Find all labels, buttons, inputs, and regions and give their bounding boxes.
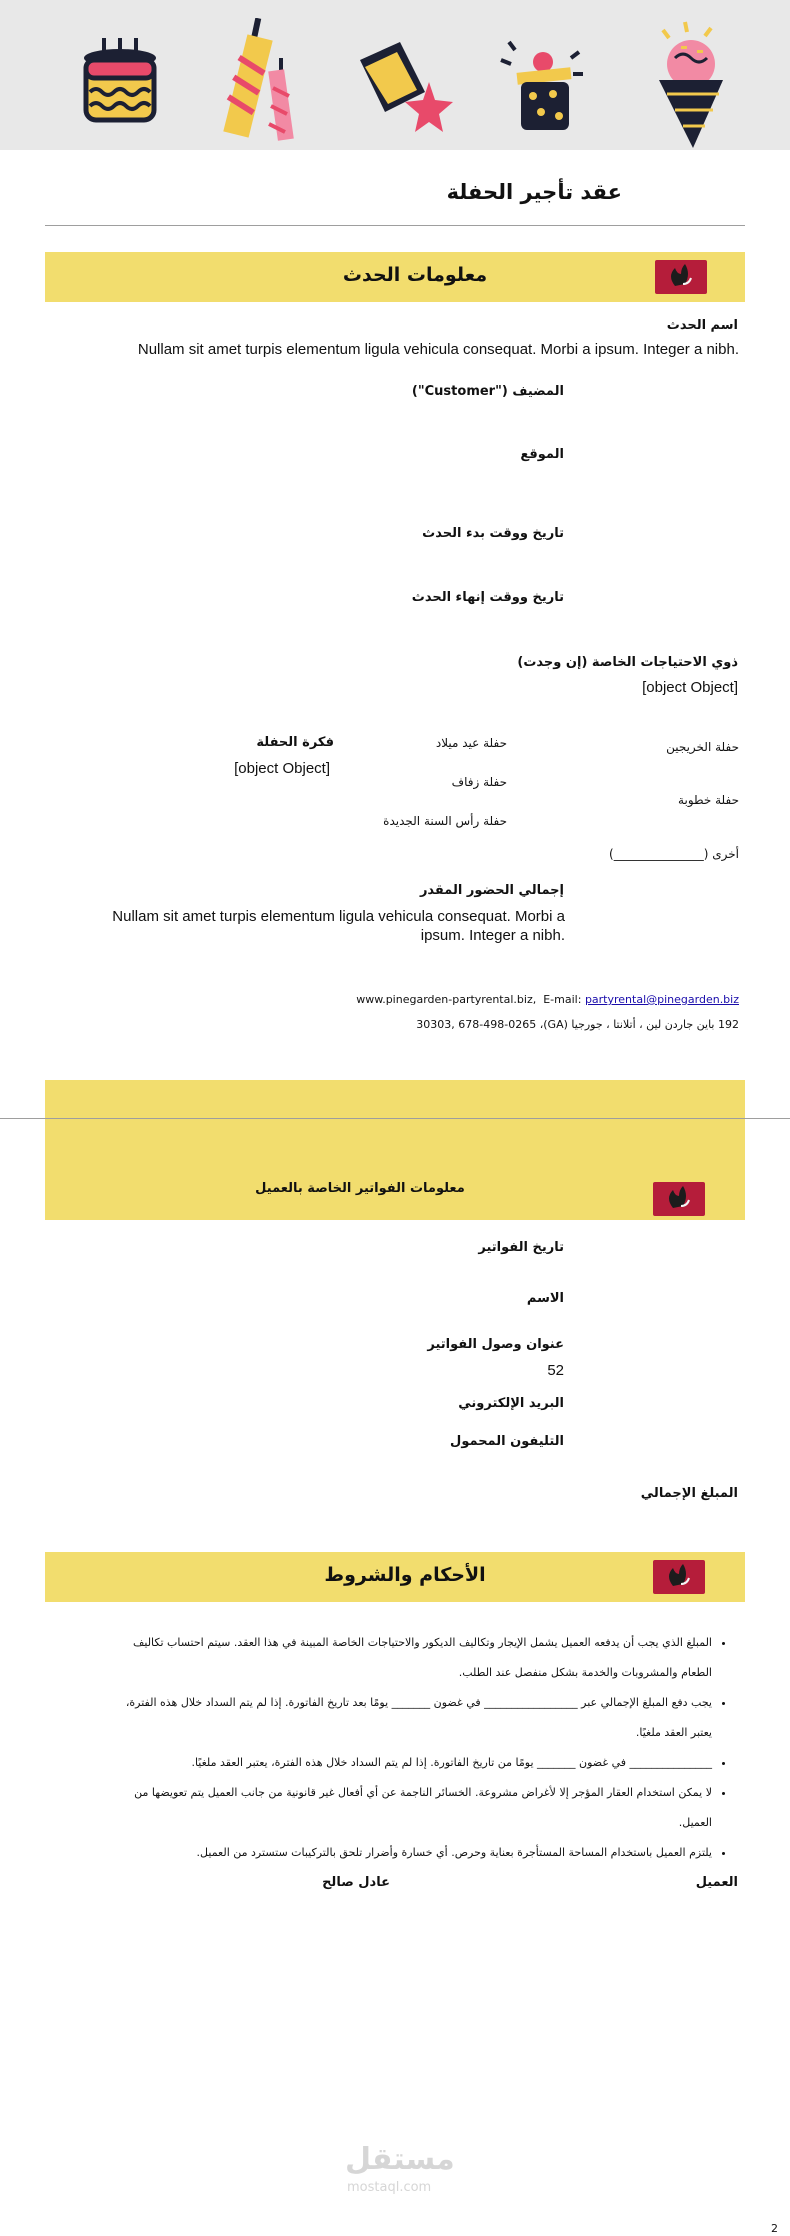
- attendance-label: إجمالي الحضور المقدر: [419, 883, 564, 898]
- billing-phone-label: التليفون المحمول: [450, 1434, 564, 1449]
- party-idea-label: فكرة الحفلة: [256, 735, 334, 750]
- event-name-value: Nullam sit amet turpis elementum ligula vehicula consequat. Morbi a ipsum. Integer a nibh.: [137, 341, 739, 358]
- candles-icon: [215, 18, 305, 143]
- gift-box-icon: [495, 30, 590, 135]
- attendance-value: Nullam sit amet turpis elementum ligula vehicula consequat. Morbi a ipsum. Integer a nibh.: [112, 908, 565, 944]
- ice-cream-cone-icon: [645, 20, 735, 150]
- party-horn-icon: [355, 42, 455, 132]
- flame-logo-icon: [653, 1560, 705, 1594]
- option-graduation: حفلة الخريجين: [666, 740, 739, 754]
- page-break-band: [45, 1080, 745, 1180]
- special-needs-value: [object Object]: [642, 679, 738, 696]
- title-divider: [45, 225, 745, 226]
- billing-section-heading: معلومات الفواتير الخاصة بالعميل: [255, 1181, 465, 1196]
- client-signature-name: عادل صالح: [322, 1875, 390, 1890]
- event-end-label: تاريخ ووقت إنهاء الحدث: [411, 590, 564, 605]
- option-engagement: حفلة خطوبة: [678, 793, 739, 807]
- terms-item: • يجب دفع المبلغ الإجمالي عبر _________________ في غضون _______ يومًا بعد تاريخ الفاتورة. إذا لم يتم السداد خلال هذه الفترة، يعتبر العقد ملغيًا.: [110, 1688, 712, 1748]
- special-needs-label: ذوي الاحتياجات الخاصة (إن وجدت): [517, 655, 738, 670]
- billing-email-label: البريد الإلكتروني: [458, 1396, 564, 1411]
- event-section-heading: معلومات الحدث: [342, 264, 488, 286]
- email-prefix: E-mail:: [543, 993, 582, 1006]
- billing-name-label: الاسم: [526, 1291, 564, 1306]
- total-amount-label: المبلغ الإجمالي: [640, 1486, 738, 1501]
- option-other: أخرى (_______________): [609, 847, 739, 861]
- terms-list: [110, 1628, 730, 1868]
- flame-logo-icon: [655, 260, 707, 294]
- client-signature-label: العميل: [695, 1875, 738, 1890]
- terms-section-bar: [45, 1552, 745, 1602]
- host-label: المضيف ("Customer"): [411, 384, 564, 399]
- option-birthday: حفلة عيد ميلاد: [435, 736, 507, 750]
- birthday-cake-icon: [80, 36, 160, 136]
- billing-date-label: تاريخ الفواتير: [478, 1240, 564, 1255]
- contact-line: [356, 993, 739, 1006]
- watermark-brand: مستقل: [345, 2142, 455, 2177]
- event-start-label: تاريخ ووقت بدء الحدث: [422, 526, 564, 541]
- header-banner: [0, 0, 790, 150]
- event-section-bar: [45, 252, 745, 302]
- page-break-line: [0, 1118, 790, 1119]
- watermark-url: mostaql.com: [347, 2180, 432, 2195]
- terms-item: • المبلغ الذي يجب أن يدفعه العميل يشمل الإيجار وتكاليف الديكور والاحتياجات الخاصة المبينة في هذا العقد. سيتم احتساب تكاليف الطعام والمشروبات والخدمة بشكل منفصل عند الطلب.: [110, 1628, 712, 1688]
- billing-address-value: 52: [547, 1362, 564, 1379]
- brand-logo: [655, 260, 707, 294]
- website-text: www.pinegarden-partyrental.biz,: [356, 993, 537, 1006]
- event-name-label: اسم الحدث: [666, 318, 738, 333]
- page-number: 2: [771, 2222, 778, 2235]
- address-line: 192 باين جاردن لين ، أتلانتا ، جورجيا (GA)، 30303, 678-498-0265: [416, 1018, 739, 1031]
- email-link[interactable]: partyrental@pinegarden.biz: [584, 993, 739, 1006]
- terms-item: • _______________ في غضون _______ يومًا من تاريخ الفاتورة. إذا لم يتم السداد خلال هذه الفترة، يعتبر العقد ملغيًا.: [110, 1748, 712, 1778]
- option-new-year: حفلة رأس السنة الجديدة: [383, 814, 507, 828]
- option-wedding: حفلة زفاف: [451, 775, 507, 789]
- party-idea-value: [object Object]: [234, 760, 330, 777]
- document-title: عقد تأجير الحفلة: [446, 180, 622, 204]
- billing-address-label: عنوان وصول الفواتير: [427, 1337, 564, 1352]
- terms-item: • لا يمكن استخدام العقار المؤجر إلا لأغراض مشروعة. الخسائر الناجمة عن أي أفعال غير قانونية من جانب العميل يتم تعويضها من العميل.: [110, 1778, 712, 1838]
- terms-item: • يلتزم العميل باستخدام المساحة المستأجرة بعناية وحرص. أي خسارة وأضرار تلحق بالتركيبات ستسترد من العميل.: [110, 1838, 712, 1868]
- brand-logo: [653, 1560, 705, 1594]
- terms-list-wrapper: [110, 1628, 730, 1868]
- terms-section-heading: الأحكام والشروط: [324, 1564, 486, 1586]
- billing-section-bar: [45, 1180, 745, 1220]
- flame-logo-icon: [653, 1182, 705, 1216]
- location-label: الموقع: [520, 447, 564, 462]
- brand-logo: [653, 1182, 705, 1216]
